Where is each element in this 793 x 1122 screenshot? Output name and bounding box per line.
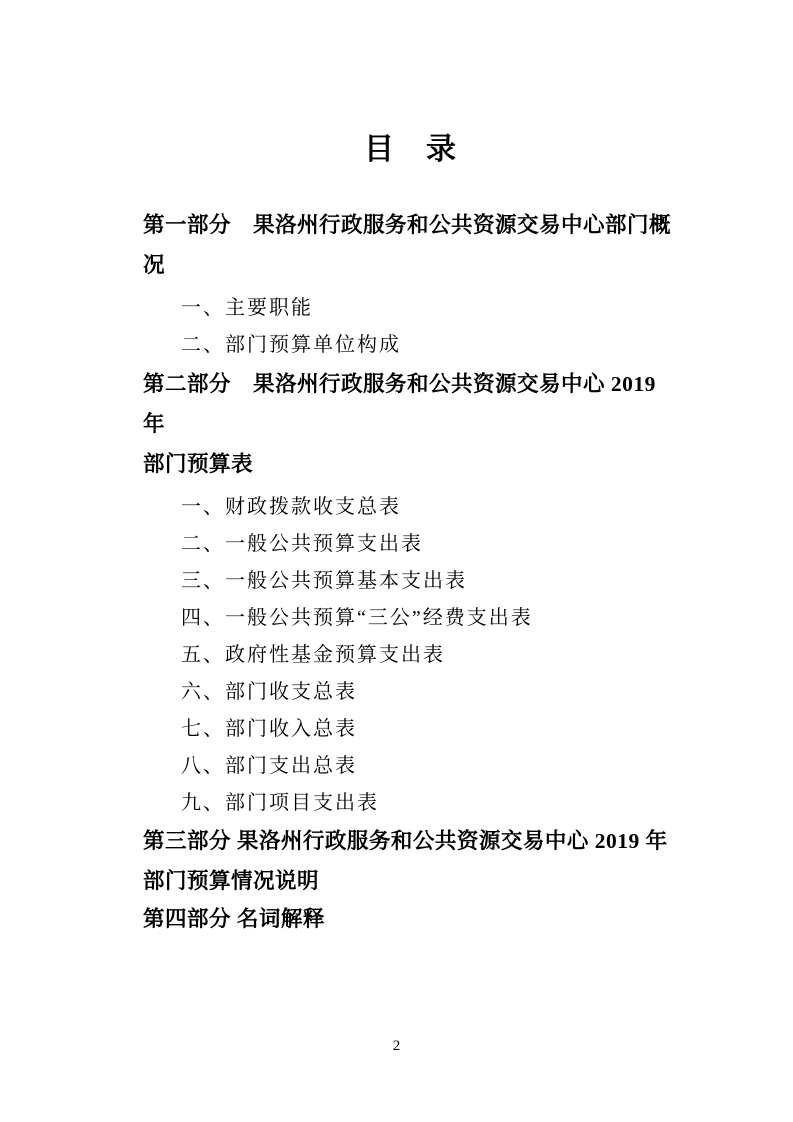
- page-number: 2: [392, 1038, 401, 1054]
- toc-part-3-heading-line: 第三部分 果洛州行政服务和公共资源交易中心 2019 年: [143, 829, 668, 853]
- toc-item: 一、主要职能: [181, 297, 313, 319]
- toc-part-1-heading-line: 第一部分 果洛州行政服务和公共资源交易中心部门概况: [143, 213, 672, 277]
- toc-item: 五、政府性基金预算支出表: [181, 644, 445, 666]
- document-content: [143, 0, 678, 939]
- document-title: 目 录: [364, 133, 457, 166]
- toc-part-2-heading: [143, 364, 678, 484]
- toc-item: 三、一般公共预算基本支出表: [181, 570, 467, 592]
- toc-part-3-heading: [143, 821, 678, 901]
- toc-part-1-heading: [143, 205, 678, 285]
- toc-item: 八、部门支出总表: [181, 755, 357, 777]
- toc-item: 七、部门收入总表: [181, 718, 357, 740]
- toc-part-2-heading-line: 部门预算表: [143, 452, 254, 476]
- toc-item: 九、部门项目支出表: [181, 792, 379, 814]
- toc-item: 二、一般公共预算支出表: [181, 533, 423, 555]
- toc-part-1-items: [143, 290, 678, 364]
- toc-part-2-heading-line: 第二部分 果洛州行政服务和公共资源交易中心 2019 年: [143, 372, 656, 436]
- toc-part-4-heading: [143, 899, 678, 939]
- toc-part-2-items: [143, 489, 678, 822]
- toc-item: 二、部门预算单位构成: [181, 334, 401, 356]
- toc-item: 四、一般公共预算“三公”经费支出表: [181, 607, 533, 629]
- toc-part-3-heading-line: 部门预算情况说明: [143, 869, 320, 893]
- toc-item: 一、财政拨款收支总表: [181, 496, 401, 518]
- toc-part-4-heading-line: 第四部分 名词解释: [143, 907, 325, 931]
- toc-item: 六、部门收支总表: [181, 681, 357, 703]
